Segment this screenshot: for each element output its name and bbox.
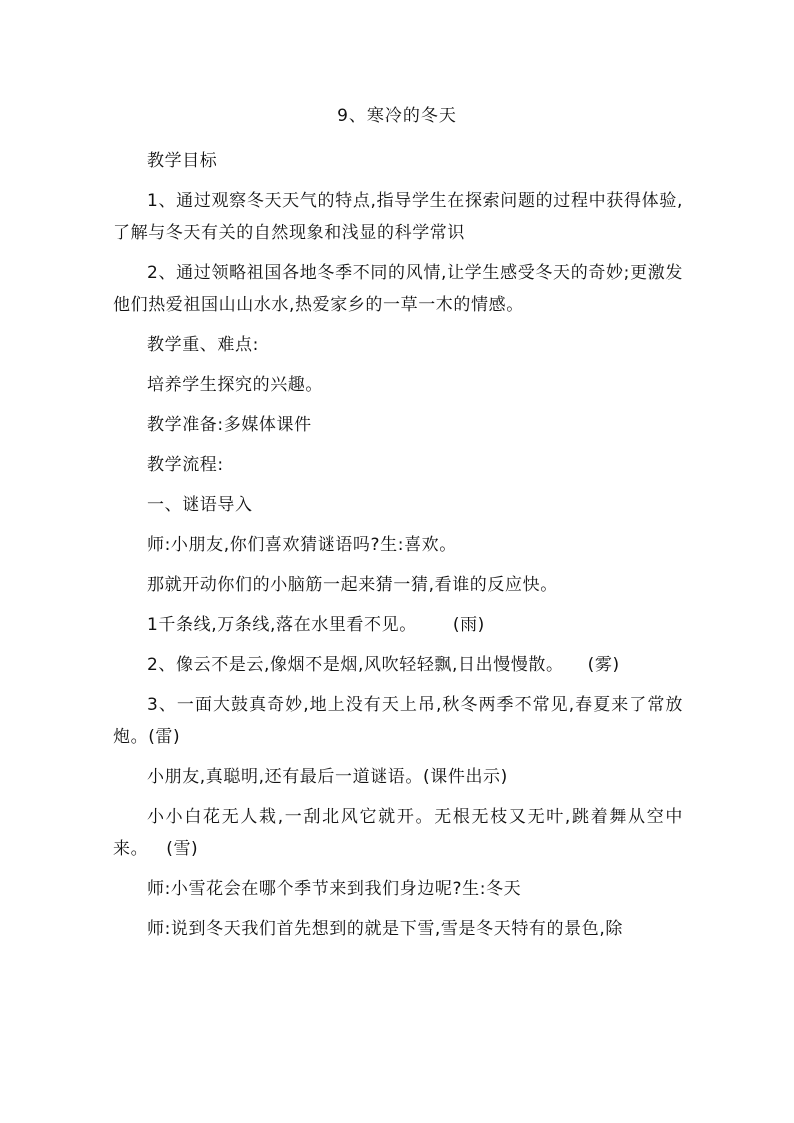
paragraph-teaching-goals-heading: 教学目标 [147, 151, 218, 171]
paragraph-season-question: 师:小雪花会在哪个季节来到我们身边呢?生:冬天 [147, 879, 522, 899]
paragraph-last-riddle-intro: 小朋友,真聪明,还有最后一道谜语。(课件出示) [147, 767, 508, 787]
paragraph-riddle-4: 小小白花无人栽,一刮北风它就开。无根无枝又无叶,跳着舞从空中来。 (雪) [113, 807, 683, 859]
paragraph-goal-2: 2、通过领略祖国各地冬季不同的风情,让学生感受冬天的奇妙;更激发他们热爱祖国山山水水,热爱家乡的一草一木的情感。 [113, 263, 683, 315]
document-title: 9、寒冷的冬天 [337, 106, 457, 126]
paragraph-key-points: 培养学生探究的兴趣。 [147, 375, 323, 395]
paragraph-section-riddle-intro: 一、谜语导入 [147, 495, 253, 515]
paragraph-key-points-heading: 教学重、难点: [147, 335, 259, 355]
paragraph-guess-prompt: 那就开动你们的小脑筋一起来猜一猜,看谁的反应快。 [147, 575, 558, 595]
paragraph-riddle-3: 3、一面大鼓真奇妙,地上没有天上吊,秋冬两季不常见,春夏来了常放炮。(雷) [113, 695, 683, 747]
paragraph-preparation: 教学准备:多媒体课件 [147, 415, 312, 435]
paragraph-teacher-winter: 师:说到冬天我们首先想到的就是下雪,雪是冬天特有的景色,除 [147, 919, 623, 939]
paragraph-riddle-1: 1千条线,万条线,落在水里看不见。 (雨) [147, 615, 485, 635]
document-body [113, 145, 683, 953]
paragraph-teacher-question: 师:小朋友,你们喜欢猜谜语吗?生:喜欢。 [147, 535, 457, 555]
paragraph-goal-1: 1、通过观察冬天天气的特点,指导学生在探索问题的过程中获得体验,了解与冬天有关的自然现象和浅显的科学常识 [113, 191, 683, 243]
paragraph-riddle-2: 2、像云不是云,像烟不是烟,风吹轻轻飘,日出慢慢散。 (雾) [147, 655, 620, 675]
paragraph-process-heading: 教学流程: [147, 455, 224, 475]
